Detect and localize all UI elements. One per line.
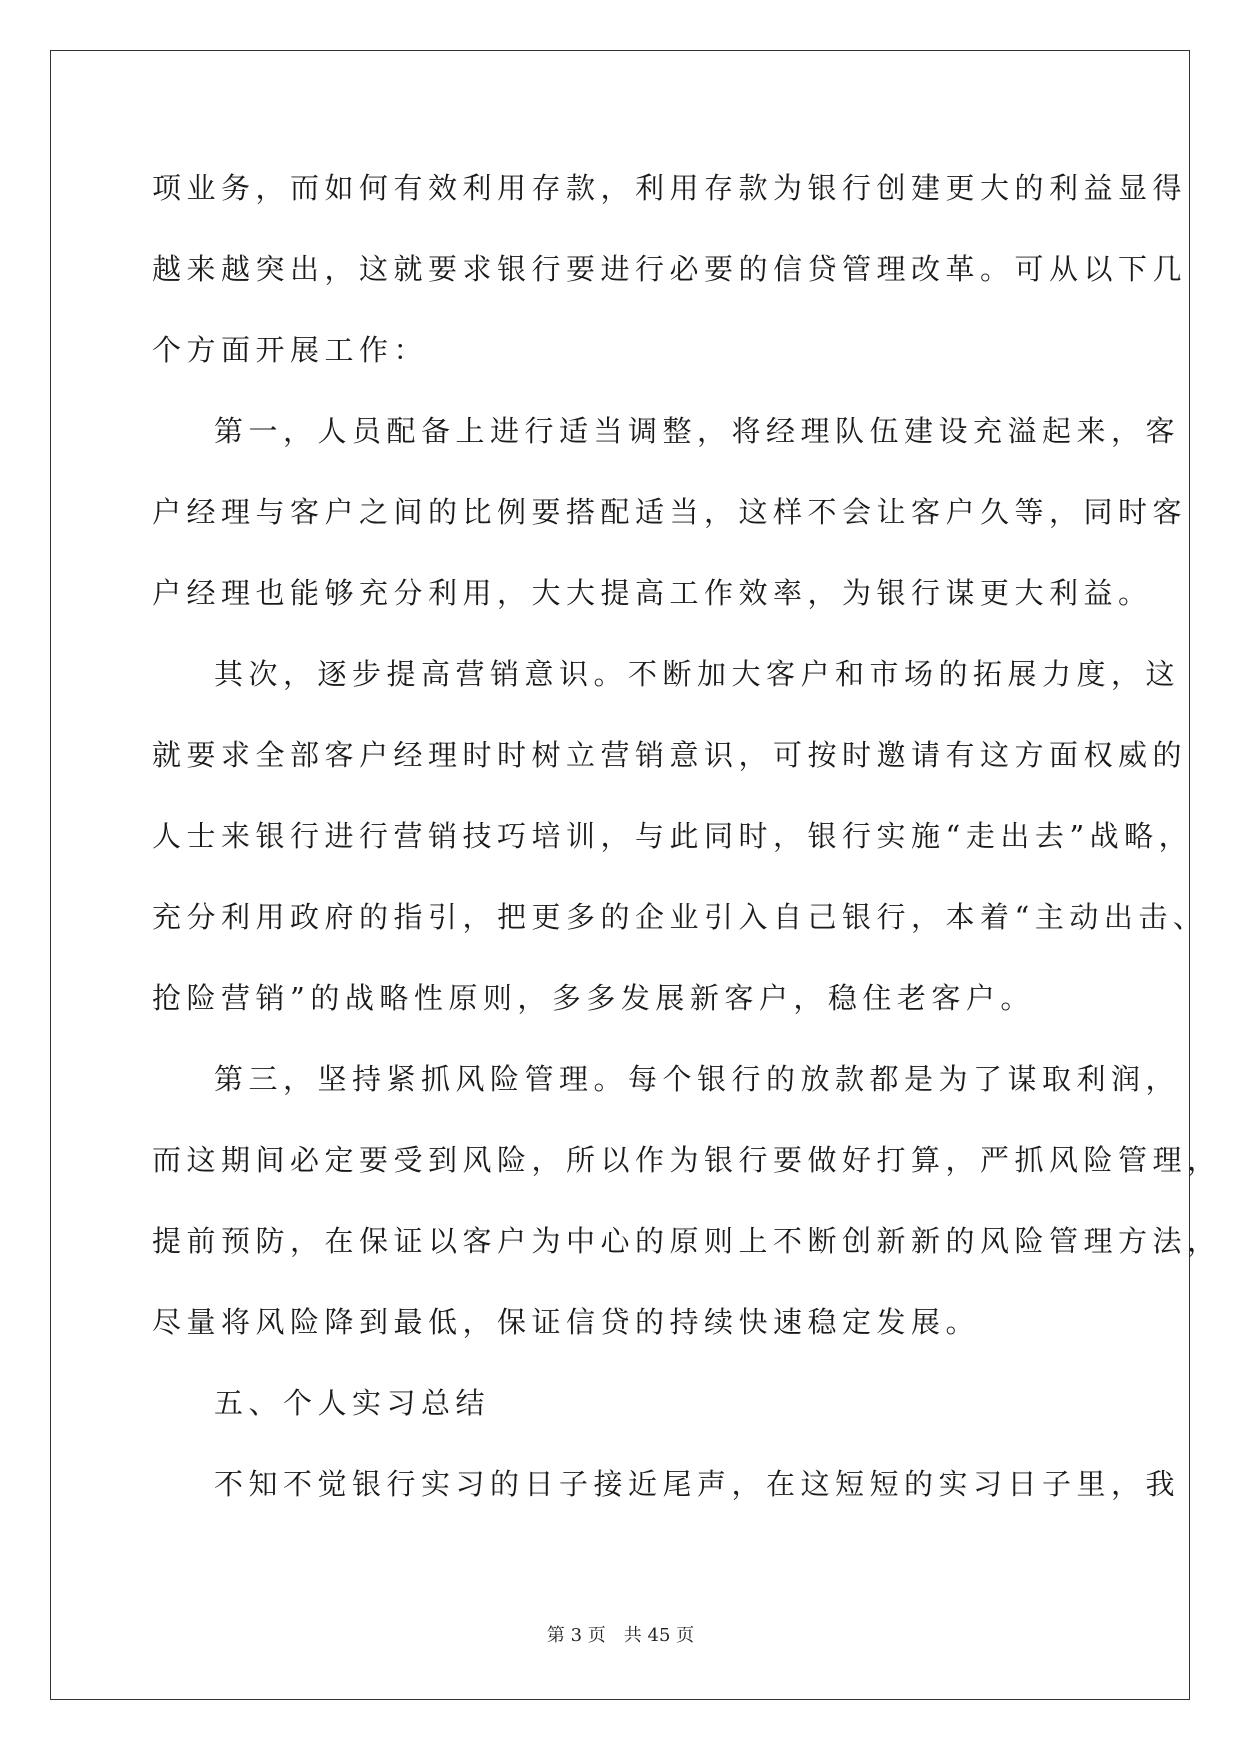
paragraph-start-line: 不知不觉银行实习的日子接近尾声，在这短短的实习日子里，我 [214, 1467, 1181, 1501]
text-line: 个方面开展工作： [152, 333, 429, 367]
page-number: 第 3 页 共 45 页 [546, 1625, 695, 1646]
section-heading: 五、个人实习总结 [214, 1386, 491, 1420]
paragraph-start-line: 第一，人员配备上进行适当调整，将经理队伍建设充溢起来，客 [214, 414, 1181, 448]
paragraph-start-line: 其次，逐步提高营销意识。不断加大客户和市场的拓展力度，这 [214, 657, 1181, 691]
text-line: 充分利用政府的指引，把更多的企业引入自己银行，本着“主动出击、 [152, 900, 1208, 934]
text-line: 项业务，而如何有效利用存款，利用存款为银行创建更大的利益显得 [152, 171, 1188, 205]
text-line: 提前预防，在保证以客户为中心的原则上不断创新新的风险管理方法， [152, 1224, 1222, 1258]
text-line: 而这期间必定要受到风险，所以作为银行要做好打算，严抓风险管理， [152, 1143, 1222, 1177]
text-line: 越来越突出，这就要求银行要进行必要的信贷管理改革。可从以下几 [152, 252, 1188, 286]
paragraph-start-line: 第三，坚持紧抓风险管理。每个银行的放款都是为了谋取利润， [214, 1062, 1181, 1096]
page-footer [0, 1621, 1241, 1647]
text-line: 户经理也能够充分利用，大大提高工作效率，为银行谋更大利益。 [152, 576, 1153, 610]
text-line: 人士来银行进行营销技巧培训，与此同时，银行实施“走出去”战略， [152, 819, 1194, 853]
text-line: 尽量将风险降到最低，保证信贷的持续快速稳定发展。 [152, 1305, 981, 1339]
document-body [152, 158, 1222, 1535]
text-line: 抢险营销”的战略性原则，多多发展新客户，稳住老客户。 [152, 981, 1035, 1015]
text-line: 就要求全部客户经理时时树立营销意识，可按时邀请有这方面权威的 [152, 738, 1188, 772]
text-line: 户经理与客户之间的比例要搭配适当，这样不会让客户久等，同时客 [152, 495, 1188, 529]
